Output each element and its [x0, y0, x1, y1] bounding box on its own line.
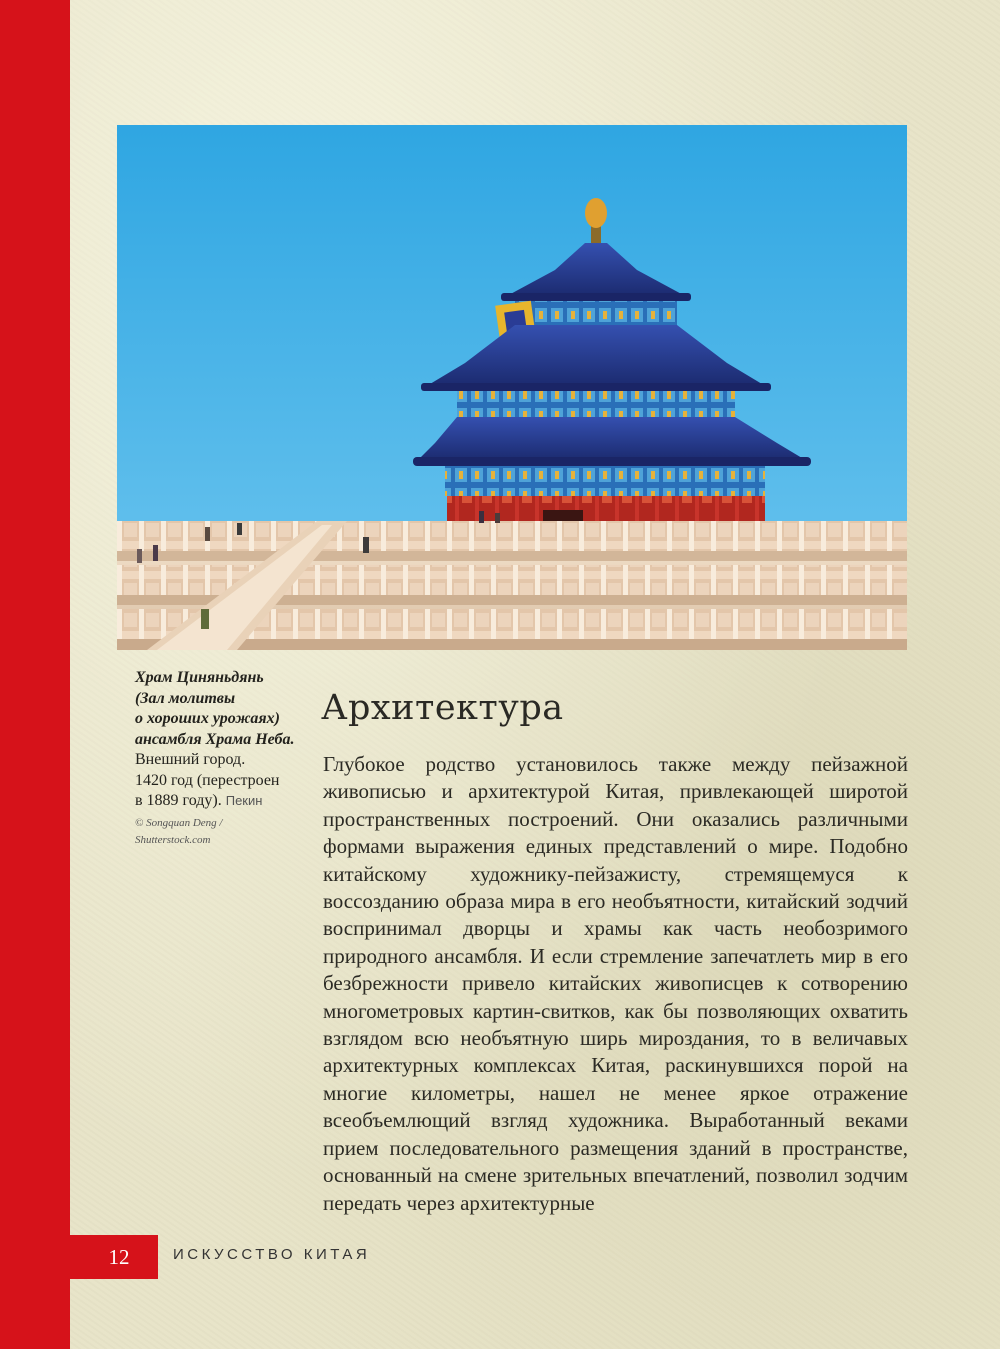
credit-line: Shutterstock.com	[135, 833, 211, 846]
caption-title-line: ансамбля Храма Неба.	[135, 730, 295, 748]
credit-line: © Songquan Deng /	[135, 816, 223, 829]
caption-detail-line: в 1889 году).	[135, 792, 222, 809]
caption-detail-line: 1420 год (перестроен	[135, 771, 280, 789]
running-head: ИСКУССТВО КИТАЯ	[173, 1246, 371, 1263]
photo-caption	[135, 668, 305, 849]
red-margin-strip	[0, 0, 70, 1349]
temple-of-heaven-photo	[117, 125, 907, 650]
caption-detail-line: Внешний город.	[135, 751, 246, 768]
caption-place: Пекин	[225, 793, 263, 808]
caption-title-line: Храм Циняньдянь	[135, 669, 264, 686]
caption-title	[135, 668, 305, 750]
page-number: 12	[70, 1235, 158, 1279]
section-heading: Архитектура	[321, 688, 564, 728]
marble-terraces	[117, 511, 907, 650]
photo-credit	[135, 815, 305, 849]
caption-title-line: о хороших урожаях)	[135, 710, 280, 727]
body-paragraph: Глубокое родство установилось также между пейзажной живописью и архитектурой Китая, привлекающей широтой пространственных построений. Они оказались различными формами выражения единых представлений о мире. Подобно китайскому художнику-пейзажисту, стремящемуся к воссозданию образа мира в его необъятности, китайский зодчий воспринимал дворцы и храмы как часть необозримого природного ансамбля. И если стремление запечатлеть мир в его безбрежности привело китайских живописцев к сотворению многометровых картин-свитков, как бы позволяющих охватить взглядом всю необъятную ширь мироздания, то в величавых архитектурных комплексах Китая, раскинувшихся порой на многие километры, нашел не менее яркое отражение всеобъемлющий взгляд художника. Выработанный веками прием последовательного размещения зданий в пространстве, основанный на смене зрительных впечатлений, позволил зодчим передать через архитектурные	[323, 752, 908, 1215]
caption-title-line: (Зал молитвы	[135, 689, 236, 707]
caption-details	[135, 750, 305, 812]
